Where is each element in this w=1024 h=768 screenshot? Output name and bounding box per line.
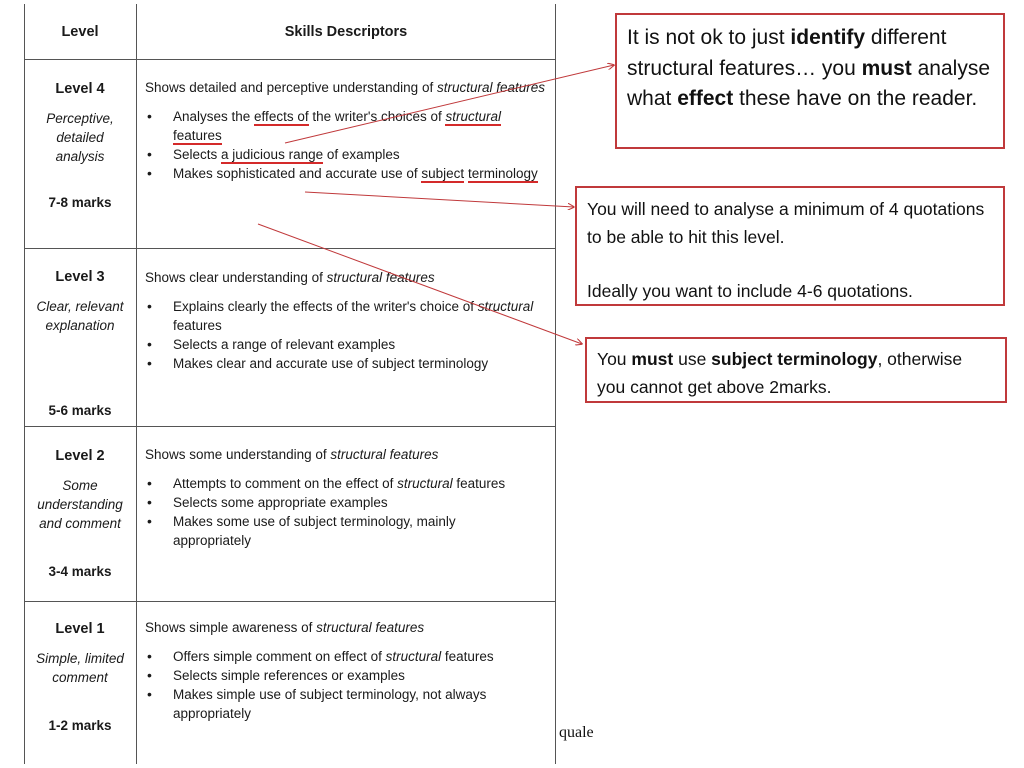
arrow-range-to-callout-2 xyxy=(305,192,574,207)
arrow-terminology-to-callout-3 xyxy=(258,224,582,344)
underlined-text: terminology xyxy=(467,166,538,181)
list-item: • Attempts to comment on the effect of structural features xyxy=(173,474,545,493)
list-item: • Selects some appropriate examples xyxy=(173,493,545,512)
underlined-text: a judicious range xyxy=(221,147,324,162)
callout-subject-terminology xyxy=(585,337,1007,403)
underlined-text: features xyxy=(173,128,222,143)
level4-marks: 7-8 marks xyxy=(48,195,112,210)
list-item: • Selects a range of relevant examples xyxy=(173,335,545,354)
level2-title: Level 2 xyxy=(55,448,105,464)
header-level: Level xyxy=(61,24,99,40)
stray-text-fragment: quale xyxy=(559,724,594,741)
underlined-text: structural xyxy=(445,109,502,124)
list-item: • Offers simple comment on effect of structural features xyxy=(173,647,545,666)
callout-3-text: You must use subject terminology, otherwise you cannot get above 2marks. xyxy=(597,349,963,397)
level1-marks: 1-2 marks xyxy=(48,718,112,733)
level2-marks: 3-4 marks xyxy=(48,564,112,579)
callout-1-text: It is not ok to just identify different structural features… you must analyse what effect these have on the reader. xyxy=(627,26,991,110)
level2-descriptor: Some understanding and comment xyxy=(37,478,123,531)
level3-intro: Shows clear understanding of structural features xyxy=(145,270,435,285)
callout-2-paragraph-1: You will need to analyse a minimum of 4 quotations to be able to hit this level. xyxy=(587,199,985,247)
list-item: • Selects a judicious range of examples xyxy=(173,145,545,164)
list-item: • Makes clear and accurate use of subject terminology xyxy=(173,354,545,373)
level4-intro: Shows detailed and perceptive understanding of structural features xyxy=(145,80,545,95)
list-item: • Makes simple use of subject terminology, not always appropriately xyxy=(173,685,513,723)
level3-descriptor: Clear, relevant explanation xyxy=(36,299,124,333)
underlined-text: effects of xyxy=(254,109,309,124)
list-item: • Analyses the effects of the writer's choices of structural features xyxy=(173,107,545,145)
level3-marks: 5-6 marks xyxy=(48,403,112,418)
callout-2-paragraph-2: Ideally you want to include 4-6 quotations. xyxy=(587,281,913,301)
level4-descriptor: Perceptive, detailed analysis xyxy=(46,111,114,164)
callout-quotations xyxy=(575,186,1005,306)
arrow-effects-to-callout-1 xyxy=(285,65,614,143)
level1-title: Level 1 xyxy=(55,621,105,637)
level1-descriptor: Simple, limited comment xyxy=(36,651,124,685)
header-skills-descriptors: Skills Descriptors xyxy=(284,24,408,40)
list-item: • Explains clearly the effects of the writer's choice of structural features xyxy=(173,297,545,335)
underlined-text: subject xyxy=(421,166,465,181)
callout-identify-effect xyxy=(615,13,1005,149)
level2-intro: Shows some understanding of structural features xyxy=(145,447,439,462)
list-item: • Makes sophisticated and accurate use of subject terminology xyxy=(173,164,545,183)
level4-title: Level 4 xyxy=(55,81,105,97)
list-item: • Makes some use of subject terminology, mainly appropriately xyxy=(173,512,503,550)
level1-intro: Shows simple awareness of structural features xyxy=(145,620,425,635)
level3-title: Level 3 xyxy=(55,269,105,285)
list-item: • Selects simple references or examples xyxy=(173,666,545,685)
